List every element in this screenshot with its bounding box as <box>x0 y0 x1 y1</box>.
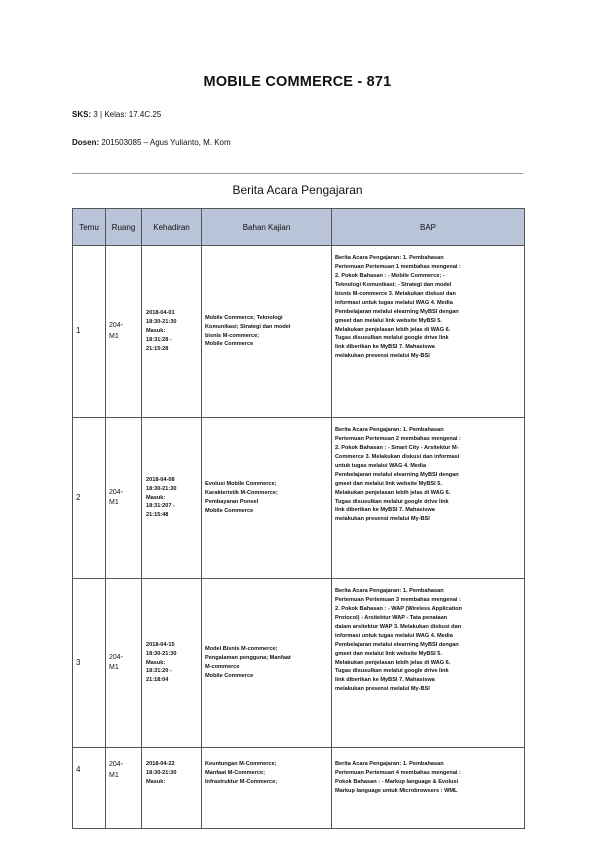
dosen-label: Dosen: <box>72 138 100 147</box>
cell-ruang <box>106 418 142 579</box>
cell-bap-line: link diberikan ke MyBSI 7. Mahasiswa <box>335 677 435 684</box>
cell-bahan-kajian-line: bisnis M-commerce; <box>205 332 260 339</box>
cell-bahan-kajian-line: Manfaat M-Commerce; <box>205 769 265 776</box>
table-row <box>73 579 525 748</box>
cell-bap-line: melakukan presensi melalui My-BSI <box>335 516 430 523</box>
cell-bahan-kajian <box>202 246 332 418</box>
cell-bahan-kajian <box>202 418 332 579</box>
cell-temu: 1 <box>73 246 106 418</box>
cell-ruang-line: M1 <box>109 771 119 779</box>
cell-bap-line: Melakukan penjelasan lebih jelas di WAG 6. <box>335 659 451 666</box>
cell-bahan-kajian-line: Model Bisnis M-commerce; <box>205 646 278 653</box>
cell-bap-line: Melakukan penjelasan lebih jelas di WAG 6. <box>335 489 451 496</box>
cell-kehadiran-line: Masuk: <box>146 659 166 666</box>
header-kehadiran: Kehadiran <box>142 209 202 246</box>
sks-class-info <box>72 110 161 119</box>
cell-kehadiran-line: 18:31:28 - <box>146 336 172 343</box>
cell-bap <box>332 579 525 748</box>
cell-bap-line: Berita Acara Pengajaran: 1. Pembahasan <box>335 427 444 433</box>
table-row <box>73 246 525 418</box>
cell-bahan-kajian-line: M-commerce <box>205 664 240 670</box>
cell-bap-line: Tugas disusulkan melalui google drive link <box>335 668 449 675</box>
cell-bap-line: Pembelajaran melalui elearning MyBSI dengan <box>335 641 459 648</box>
cell-ruang-line: M1 <box>109 499 119 506</box>
header-temu: Temu <box>73 209 106 246</box>
cell-kehadiran-line: 18:30-21:30 <box>146 769 177 776</box>
cell-bap-line: Melakukan penjelasan lebih jelas di WAG 6. <box>335 326 451 333</box>
cell-kehadiran <box>142 579 202 748</box>
divider <box>72 173 523 174</box>
cell-bap-line: Pokok Bahasan : - Markup language & Evolusi <box>335 778 459 785</box>
cell-kehadiran-line: 18:30-21:30 <box>146 650 177 657</box>
header-bap: BAP <box>332 209 525 246</box>
section-title: Berita Acara Pengajaran <box>232 183 363 197</box>
sks-label: SKS: <box>72 110 92 119</box>
cell-bap-line: untuk tugas melalui WAG 4. Media <box>335 462 427 469</box>
cell-bap-line: bisnis M-commerce 3. Melakukan diskusi dan <box>335 290 456 297</box>
cell-bahan-kajian-line: Komunikasi; Strategi dan model <box>205 323 291 330</box>
cell-kehadiran <box>142 418 202 579</box>
cell-kehadiran-line: 2018-04-15 <box>146 641 175 648</box>
cell-ruang <box>106 748 142 829</box>
cell-ruang <box>106 579 142 748</box>
cell-bahan-kajian-line: Pembayaran Ponsel <box>205 499 259 505</box>
cell-kehadiran-line: Masuk: <box>146 494 166 501</box>
cell-bap-line: Pembelajaran melalui elearning MyBSI dengan <box>335 308 459 315</box>
cell-bahan-kajian-line: Evolusi Mobile Commerce; <box>205 481 277 488</box>
header-bahan-kajian: Bahan Kajian <box>202 209 332 246</box>
cell-bap <box>332 418 525 579</box>
cell-kehadiran-line: 2018-04-01 <box>146 310 175 317</box>
cell-kehadiran-line: 21:18:04 <box>146 677 169 684</box>
cell-bahan-kajian-line: Mobile Commerce <box>205 507 254 514</box>
page-title: MOBILE COMMERCE - 871 <box>203 74 392 90</box>
cell-bahan-kajian-line: Karakteristik M-Commerce; <box>205 490 278 497</box>
cell-kehadiran-line: Masuk: <box>146 328 166 335</box>
cell-ruang <box>106 246 142 418</box>
cell-bap <box>332 748 525 829</box>
cell-bap-line: Protocol) - Arsitektur WAP - Tata penataan <box>335 614 448 621</box>
cell-kehadiran-line: 18:31:207 - <box>146 503 175 510</box>
cell-ruang-line: 204- <box>109 653 124 661</box>
attendance-table <box>72 208 525 829</box>
cell-temu: 3 <box>73 579 106 748</box>
cell-bap-line: Berita Acara Pengajaran: 1. Pembahasan <box>335 255 444 261</box>
dosen-value: 201503085 – Agus Yulianto, M. Kom <box>101 138 231 147</box>
cell-bap-line: melakukan presensi melalui My-BSI <box>335 686 430 693</box>
cell-kehadiran <box>142 246 202 418</box>
cell-kehadiran <box>142 748 202 829</box>
cell-bahan-kajian <box>202 579 332 748</box>
cell-bap-line: gmeet dan melalui link website MyBSI 5. <box>335 650 442 657</box>
cell-bahan-kajian-line: Mobile Commerce <box>205 672 254 679</box>
cell-temu: 4 <box>73 748 106 829</box>
header-ruang: Ruang <box>106 209 142 246</box>
cell-ruang-line: M1 <box>109 664 119 671</box>
cell-ruang-line: M1 <box>109 332 119 340</box>
cell-bap-line: Markup language untuk Microbrowsers : WML <box>335 787 458 794</box>
cell-ruang-line: 204- <box>109 761 124 768</box>
cell-kehadiran-line: 18:31:20 - <box>146 668 172 675</box>
table-header-row <box>73 209 525 246</box>
cell-bap-line: 2. Pokok Bahasan : - Smart City - Arsitektur M- <box>335 444 459 451</box>
cell-bahan-kajian-line: Mobile Commerce; Teknologi <box>205 314 283 321</box>
cell-bap-line: Berita Acara Pengajaran: 1. Pembahasan <box>335 761 444 767</box>
cell-ruang-line: 204- <box>109 488 124 496</box>
cell-kehadiran-line: 18:30-21:30 <box>146 319 177 326</box>
cell-bap-line: Teknologi Komunikasi; - Strategi dan model <box>335 281 452 288</box>
cell-temu: 2 <box>73 418 106 579</box>
cell-bap-line: 2. Pokok Bahasan : - Mobile Commerce; - <box>335 272 445 279</box>
cell-bahan-kajian-line: Infrastruktur M-Commerce; <box>205 778 278 785</box>
cell-kehadiran-line: 2018-04-22 <box>146 761 175 767</box>
cell-bap-line: Pertemuan Pertemuan 2 membahas mengenai : <box>335 435 461 442</box>
cell-bap-line: Pertemuan Pertemuan 3 membahas mengenai : <box>335 596 461 603</box>
cell-bap-line: Berita Acara Pengajaran: 1. Pembahasan <box>335 588 444 594</box>
cell-bahan-kajian-line: Keuntungan M-Commerce; <box>205 761 277 767</box>
cell-bap-line: Pertemuan Pertemuan 1 membahas mengenai : <box>335 263 461 270</box>
table-row <box>73 418 525 579</box>
cell-bap-line: Pembelajaran melalui elearning MyBSI dengan <box>335 471 459 478</box>
cell-bap-line: Pertemuan Pertemuan 4 membahas mengenai : <box>335 769 461 776</box>
cell-bap-line: informasi untuk tugas melalui WAG 4. Media <box>335 632 453 639</box>
cell-bahan-kajian-line: Pengalaman pengguna; Manfaat <box>205 655 291 662</box>
cell-bahan-kajian-line: Mobile Commerce <box>205 341 254 348</box>
cell-kehadiran-line: 18:30-21:30 <box>146 485 177 492</box>
cell-bap-line: Tugas disusulkan melalui google drive link <box>335 335 449 342</box>
cell-bap-line: gmeet dan melalui link website MyBSI 5. <box>335 317 442 324</box>
cell-ruang-line: 204- <box>109 322 124 329</box>
cell-bap-line: melakukan presensi melalui My-BSI <box>335 353 430 360</box>
cell-bap-line: 2. Pokok Bahasan : - WAP (Wireless Application <box>335 605 463 612</box>
cell-bap-line: gmeet dan melalui link website MyBSI 5. <box>335 480 442 487</box>
cell-bap-line: informasi untuk tugas melalui WAG 4. Media <box>335 299 453 306</box>
cell-bap-line: Tugas disusulkan melalui google drive link <box>335 498 449 505</box>
cell-kehadiran-line: Masuk: <box>146 778 166 785</box>
cell-bap-line: link diberikan ke MyBSI 7. Mahasiswa <box>335 344 435 351</box>
cell-bap-line: link diberikan ke MyBSI 7. Mahasiswa <box>335 507 435 514</box>
cell-kehadiran-line: 21:15:48 <box>146 512 169 519</box>
cell-bap <box>332 246 525 418</box>
cell-kehadiran-line: 21:15:28 <box>146 345 169 352</box>
cell-kehadiran-line: 2018-04-08 <box>146 476 175 483</box>
cell-bahan-kajian <box>202 748 332 829</box>
cell-bap-line: dalam arsitektur WAP 3. Melakukan diskusi dan <box>335 623 462 630</box>
cell-bap-line: Commerce 3. Melakukan diskusi dan informasi <box>335 453 460 460</box>
lecturer-info <box>72 138 231 147</box>
sks-value: 3 | Kelas: 17.4C.25 <box>93 110 162 119</box>
table-row <box>73 748 525 829</box>
